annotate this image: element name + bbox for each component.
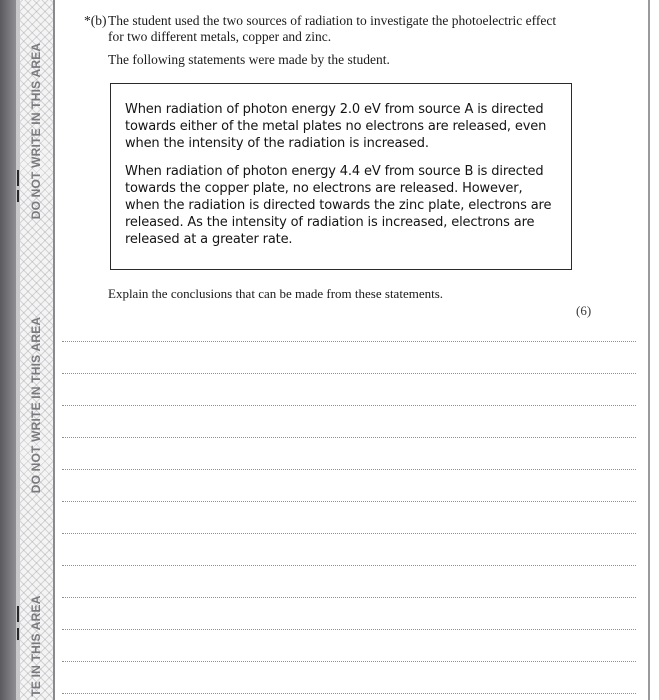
- answer-line[interactable]: [62, 469, 636, 470]
- answer-line[interactable]: [62, 597, 636, 598]
- answer-line[interactable]: [62, 405, 636, 406]
- margin-tick-mark: [17, 170, 19, 186]
- answer-line[interactable]: [62, 629, 636, 630]
- margin-tick-mark: [17, 628, 19, 640]
- question-task: Explain the conclusions that can be made from these statements.: [108, 286, 444, 301]
- answer-line[interactable]: [62, 437, 636, 438]
- question-intro: [84, 13, 556, 45]
- question-intro-line-2: for two different metals, copper and zinc.: [108, 29, 332, 44]
- page-binding-shadow: [0, 0, 16, 700]
- page-outside-area: [650, 0, 659, 700]
- margin-tick-mark: [17, 190, 19, 202]
- question-lead-text: The following statements were made by the student.: [108, 52, 390, 67]
- answer-line[interactable]: [62, 501, 636, 502]
- statement-source-b: When radiation of photon energy 4.4 eV from source B is directed towards the copper plate, no electrons are released. However, when the radiation is directed towards the zinc plate, electrons are released. As the intensity of radiation is increased, electrons are released at a greater rate.: [125, 163, 552, 248]
- answer-line[interactable]: [62, 661, 636, 662]
- answer-line[interactable]: [62, 693, 636, 694]
- answer-line[interactable]: [62, 373, 636, 374]
- student-statements-box: [110, 83, 572, 270]
- question-intro-line-1: The student used the two sources of radiation to investigate the photoelectric effect: [108, 13, 557, 28]
- margin-warning-label: DO NOT WRITE IN THIS AREA: [29, 42, 43, 220]
- statement-source-a: When radiation of photon energy 2.0 eV from source A is directed towards either of the metal plates no electrons are released, even when the intensity of the radiation is increased.: [125, 102, 547, 152]
- margin-border-line: [53, 0, 55, 700]
- answer-line[interactable]: [62, 341, 636, 342]
- margin-tick-mark: [17, 606, 19, 622]
- margin-warning-label-partial: TE IN THIS AREA: [29, 595, 43, 697]
- answer-line[interactable]: [62, 565, 636, 566]
- question-marks: (6): [576, 303, 592, 318]
- margin-warning-label: DO NOT WRITE IN THIS AREA: [29, 316, 43, 494]
- question-label: *(b): [84, 13, 107, 28]
- answer-line[interactable]: [62, 533, 636, 534]
